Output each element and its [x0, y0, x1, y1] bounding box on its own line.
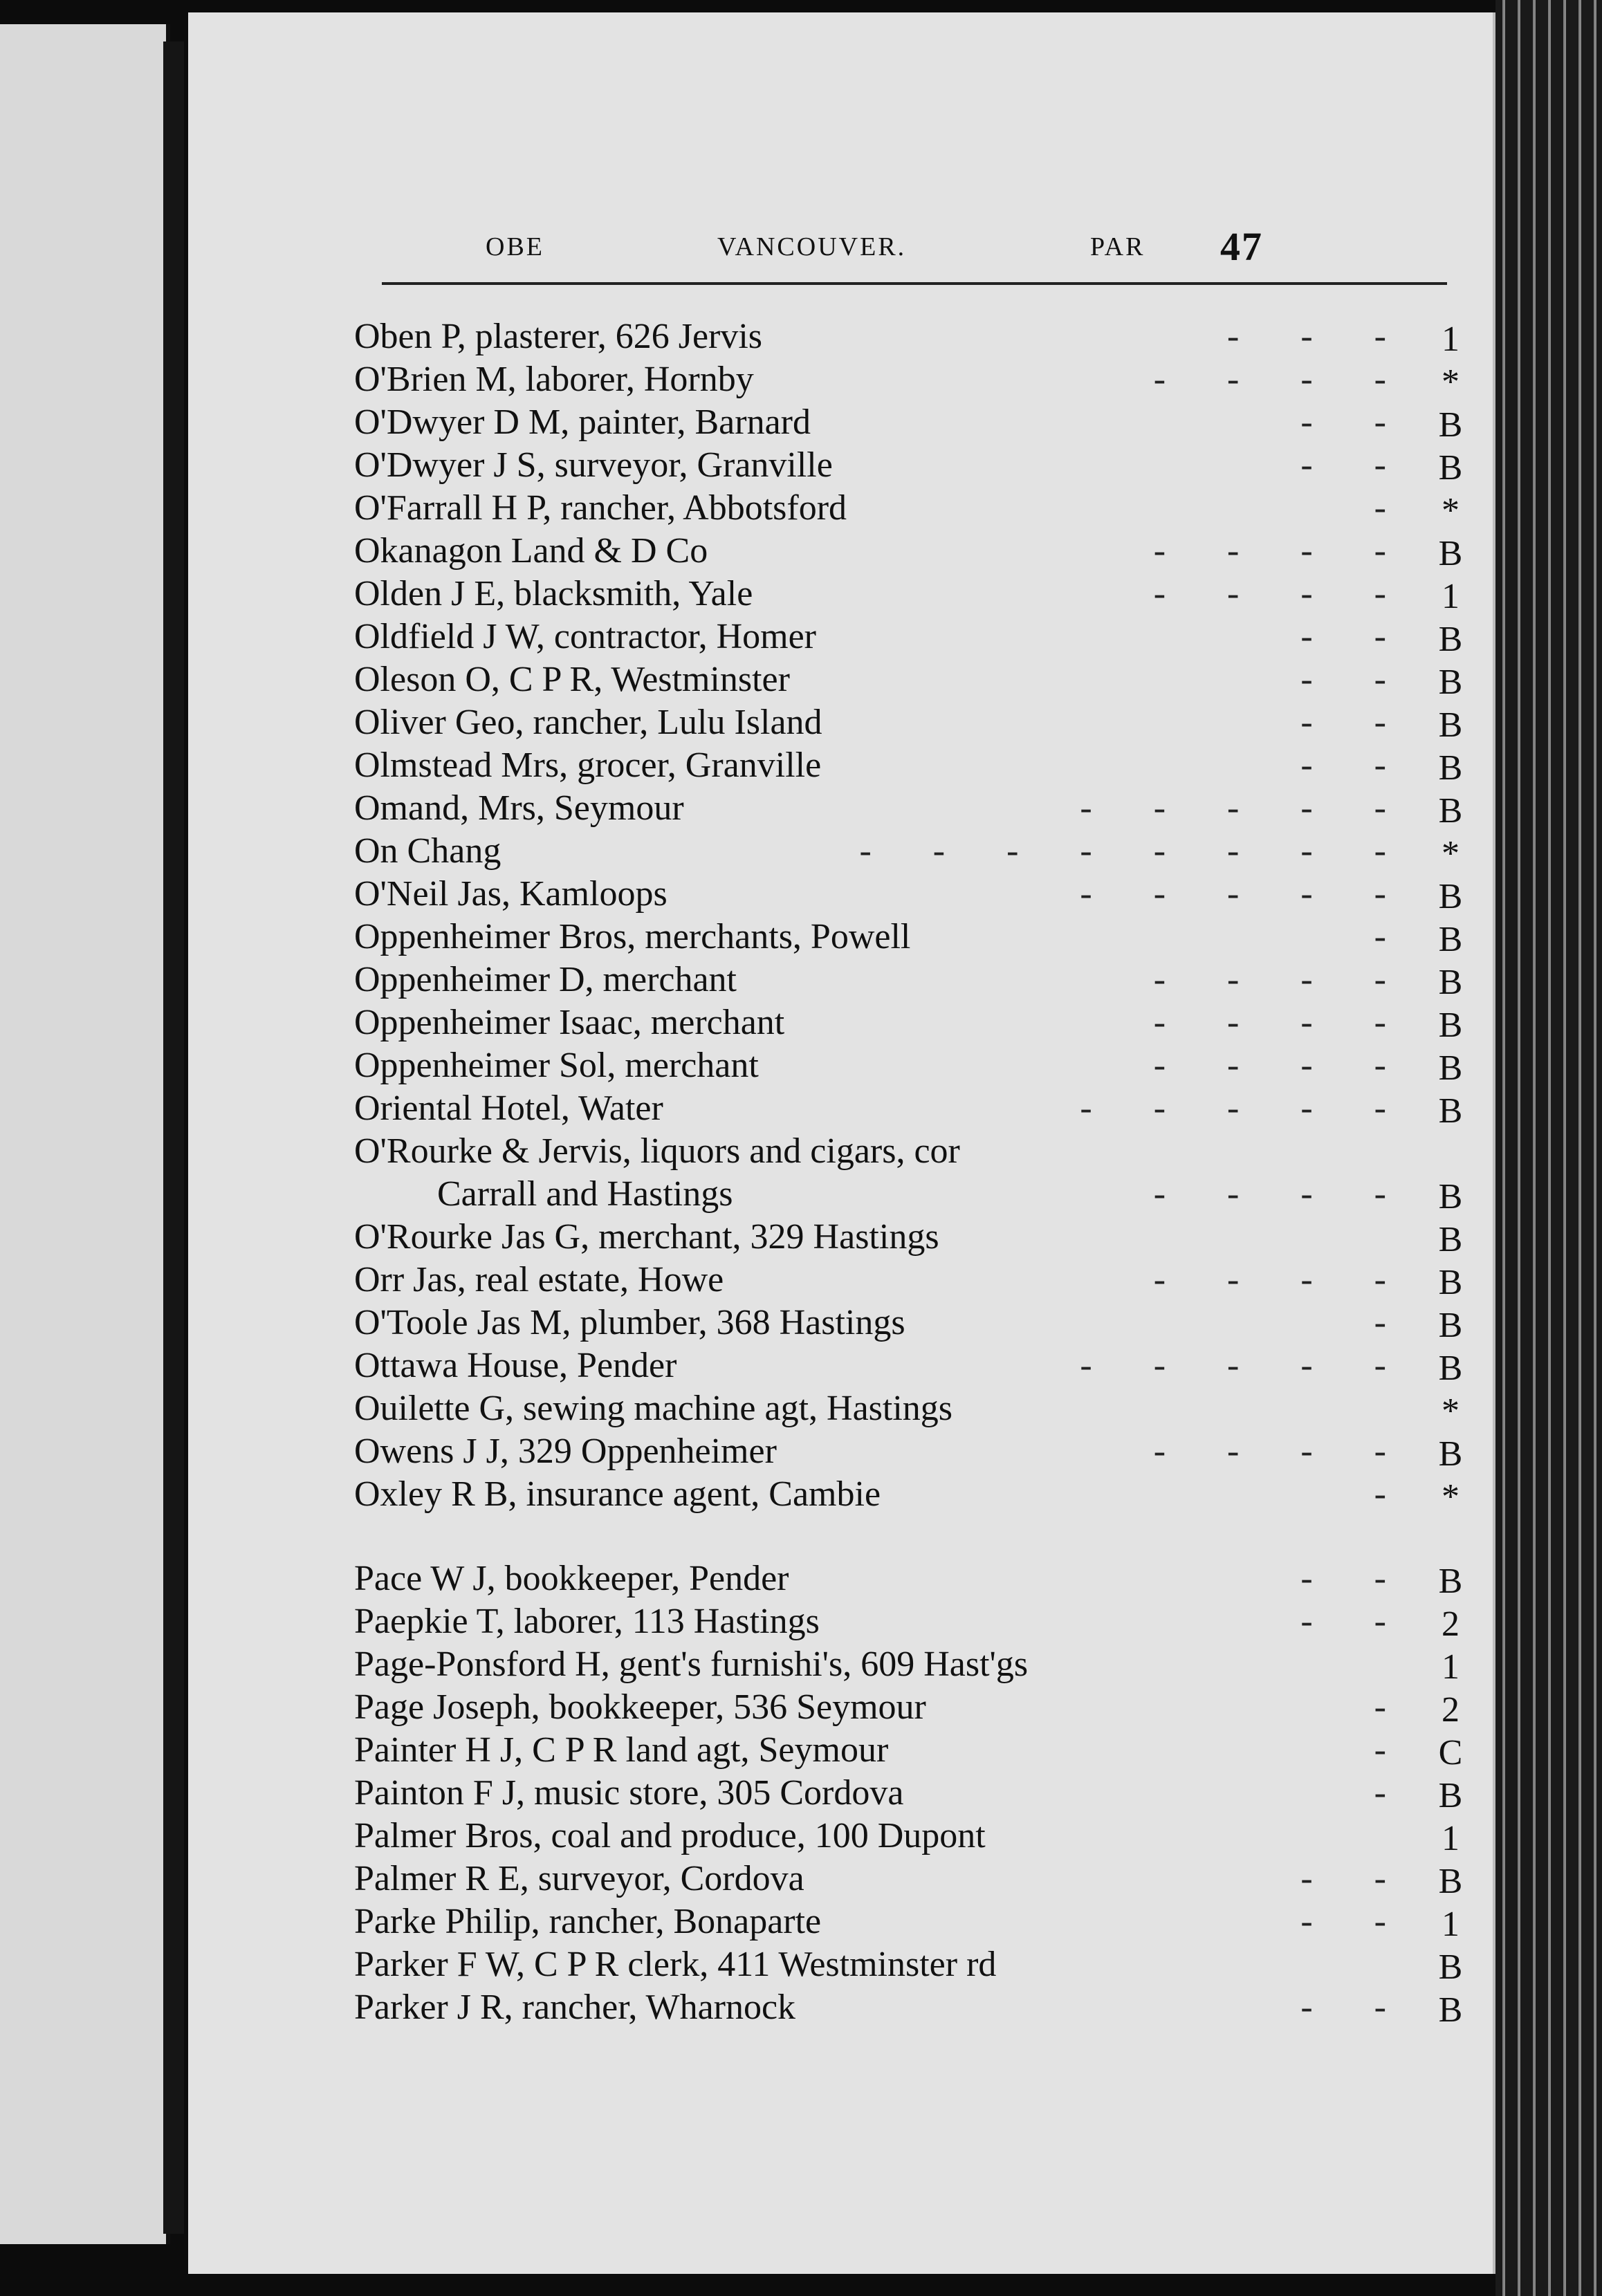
directory-entry: [354, 1943, 1475, 1986]
directory-entry: [354, 1216, 1475, 1259]
entry-code: B: [1438, 1048, 1463, 1088]
entry-code: 2: [1442, 1690, 1460, 1730]
entry-name: Olden J E, blacksmith, Yale: [354, 574, 753, 613]
entry-code: B: [1438, 1263, 1463, 1302]
directory-entry: [354, 1643, 1475, 1686]
entry-code: *: [1442, 1477, 1460, 1517]
entry-name: O'Dwyer D M, painter, Barnard: [354, 402, 811, 442]
directory-entry: [354, 1302, 1475, 1344]
directory-entry: [354, 1001, 1475, 1044]
dash-leader: - -: [1300, 746, 1412, 785]
entry-code: B: [1438, 963, 1463, 1002]
entry-code: *: [1442, 834, 1460, 873]
entry-name: Omand, Mrs, Seymour: [354, 788, 684, 828]
page-number: 47: [1220, 224, 1263, 269]
dash-leader: - -: [1300, 703, 1412, 742]
entry-continuation: Carrall and Hastings: [437, 1174, 733, 1214]
directory-entry: [354, 1858, 1475, 1900]
dash-leader: - - - -: [1153, 1260, 1412, 1299]
entry-code: B: [1438, 663, 1463, 702]
entry-code: C: [1438, 1733, 1463, 1772]
entry-code: B: [1438, 405, 1463, 445]
directory-entry: [354, 615, 1475, 658]
entry-name: O'Dwyer J S, surveyor, Granville: [354, 445, 833, 485]
entry-name: O'Rourke & Jervis, liquors and cigars, cor: [354, 1131, 960, 1171]
dash-leader: - -: [1300, 1559, 1412, 1598]
directory-entry: [354, 487, 1475, 530]
entry-code: B: [1438, 1562, 1463, 1601]
page-title: VANCOUVER.: [717, 232, 907, 261]
entry-code: B: [1438, 1006, 1463, 1045]
entry-code: 2: [1442, 1604, 1460, 1644]
facing-page: [0, 24, 170, 2244]
book-gutter: [163, 41, 184, 2234]
dash-leader: - - - - -: [1080, 874, 1412, 914]
entry-code: B: [1438, 1947, 1463, 1987]
dash-leader: - - - - -: [1080, 788, 1412, 828]
entry-code: B: [1438, 877, 1463, 916]
directory-entry: [354, 1772, 1475, 1815]
dash-leader: -: [1374, 1687, 1412, 1727]
dash-leader: - - - -: [1153, 1003, 1412, 1042]
entry-code: B: [1438, 1434, 1463, 1474]
dash-leader: - -: [1300, 660, 1412, 699]
entry-name: Oldfield J W, contractor, Homer: [354, 617, 816, 656]
entry-code: 1: [1442, 1647, 1460, 1687]
directory-entry: [354, 444, 1475, 487]
entry-code: *: [1442, 1391, 1460, 1431]
dash-leader: -: [1374, 1474, 1412, 1514]
entry-name: Ottawa House, Pender: [354, 1346, 677, 1385]
dash-leader: - - - -: [1153, 1046, 1412, 1085]
entry-name: Oliver Geo, rancher, Lulu Island: [354, 703, 822, 742]
entry-code: 1: [1442, 1819, 1460, 1858]
dash-leader: - - - - - - - -: [859, 831, 1412, 871]
directory-entry: [354, 1387, 1475, 1430]
entry-name: Ouilette G, sewing machine agt, Hastings: [354, 1389, 953, 1428]
entry-code: B: [1438, 791, 1463, 831]
dash-leader: - -: [1300, 617, 1412, 656]
page-edges: [1495, 0, 1602, 2296]
dash-leader: - - - -: [1153, 960, 1412, 999]
directory-entry: [354, 1130, 1475, 1216]
dash-leader: - - - - -: [1080, 1346, 1412, 1385]
entry-code: 1: [1442, 577, 1460, 616]
header-rule: [382, 282, 1447, 285]
dash-leader: - -: [1300, 1859, 1412, 1898]
entry-name: O'Toole Jas M, plumber, 368 Hastings: [354, 1303, 905, 1342]
dash-leader: -: [1374, 917, 1412, 956]
entry-name: Owens J J, 329 Oppenheimer: [354, 1432, 777, 1471]
entry-name: O'Neil Jas, Kamloops: [354, 874, 668, 914]
entry-name: Page-Ponsford H, gent's furnishi's, 609 Hast'gs: [354, 1645, 1029, 1684]
directory-section: [354, 1557, 1475, 2029]
dash-leader: - - - -: [1153, 574, 1412, 613]
entry-name: Palmer Bros, coal and produce, 100 Dupont: [354, 1816, 986, 1855]
entry-name: On Chang: [354, 831, 501, 871]
entry-name: O'Farrall H P, rancher, Abbotsford: [354, 488, 847, 528]
directory-entry: [354, 573, 1475, 615]
directory-entry: [354, 1087, 1475, 1130]
directory-entry: [354, 744, 1475, 787]
entry-code: B: [1438, 534, 1463, 573]
entry-code: B: [1438, 748, 1463, 788]
entry-code: B: [1438, 1349, 1463, 1388]
directory-entry: [354, 1473, 1475, 1516]
entry-code: B: [1438, 448, 1463, 488]
entry-code: B: [1438, 1862, 1463, 1901]
directory-entry: [354, 1259, 1475, 1302]
guide-word-left: OBE: [486, 232, 544, 261]
directory-entry: [354, 701, 1475, 744]
dash-leader: - -: [1300, 402, 1412, 442]
entry-name: Parker J R, rancher, Wharnock: [354, 1988, 796, 2027]
dash-leader: - -: [1300, 1988, 1412, 2027]
entry-code: *: [1442, 491, 1460, 530]
entry-name: Oleson O, C P R, Westminster: [354, 660, 790, 699]
dash-leader: - - - -: [1153, 360, 1412, 399]
entry-name: Oppenheimer Bros, merchants, Powell: [354, 917, 911, 956]
directory-entries: [354, 315, 1475, 2029]
entry-name: Oppenheimer Sol, merchant: [354, 1046, 759, 1085]
entry-name: Palmer R E, surveyor, Cordova: [354, 1859, 804, 1898]
directory-entry: [354, 401, 1475, 444]
directory-entry: [354, 787, 1475, 830]
entry-code: B: [1438, 1091, 1463, 1131]
dash-leader: - -: [1300, 1902, 1412, 1941]
dash-leader: - - - -: [1153, 1174, 1412, 1214]
entry-name: Olmstead Mrs, grocer, Granville: [354, 746, 822, 785]
entry-name: O'Rourke Jas G, merchant, 329 Hastings: [354, 1217, 939, 1257]
dash-leader: -: [1374, 488, 1412, 528]
entry-name: Parker F W, C P R clerk, 411 Westminster rd: [354, 1945, 997, 1984]
directory-section: [354, 315, 1475, 1516]
directory-entry: [354, 1557, 1475, 1600]
directory-page: [188, 12, 1495, 2274]
directory-entry: [354, 315, 1475, 358]
dash-leader: -: [1374, 1773, 1412, 1813]
dash-leader: - - - -: [1153, 1432, 1412, 1471]
entry-code: B: [1438, 1776, 1463, 1815]
entry-name: Pace W J, bookkeeper, Pender: [354, 1559, 789, 1598]
directory-entry: [354, 358, 1475, 401]
dash-leader: - -: [1300, 1602, 1412, 1641]
entry-name: Okanagon Land & D Co: [354, 531, 708, 571]
directory-entry: [354, 1344, 1475, 1387]
running-header: [188, 223, 1495, 272]
entry-name: Oben P, plasterer, 626 Jervis: [354, 317, 763, 356]
entry-name: Oriental Hotel, Water: [354, 1089, 663, 1128]
directory-entry: [354, 1430, 1475, 1473]
directory-entry: [354, 830, 1475, 873]
directory-entry: [354, 1815, 1475, 1858]
entry-name: Paepkie T, laborer, 113 Hastings: [354, 1602, 820, 1641]
directory-entry: [354, 1986, 1475, 2029]
directory-entry: [354, 959, 1475, 1001]
entry-code: B: [1438, 1220, 1463, 1259]
directory-entry: [354, 873, 1475, 916]
dash-leader: -: [1374, 1730, 1412, 1770]
directory-entry: [354, 1900, 1475, 1943]
entry-code: B: [1438, 705, 1463, 745]
entry-code: B: [1438, 1306, 1463, 1345]
entry-name: Parke Philip, rancher, Bonaparte: [354, 1902, 822, 1941]
entry-name: Oxley R B, insurance agent, Cambie: [354, 1474, 881, 1514]
directory-entry: [354, 1044, 1475, 1087]
entry-code: B: [1438, 620, 1463, 659]
directory-entry: [354, 530, 1475, 573]
directory-entry: [354, 658, 1475, 701]
directory-entry: [354, 1600, 1475, 1643]
entry-name: Page Joseph, bookkeeper, 536 Seymour: [354, 1687, 926, 1727]
dash-leader: -: [1374, 1303, 1412, 1342]
entry-name: Painter H J, C P R land agt, Seymour: [354, 1730, 889, 1770]
entry-code: B: [1438, 920, 1463, 959]
entry-name: Painton F J, music store, 305 Cordova: [354, 1773, 904, 1813]
entry-code: 1: [1442, 1905, 1460, 1944]
entry-name: O'Brien M, laborer, Hornby: [354, 360, 754, 399]
entry-name: Orr Jas, real estate, Howe: [354, 1260, 724, 1299]
dash-leader: - - -: [1227, 317, 1412, 356]
dash-leader: - - - - -: [1080, 1089, 1412, 1128]
directory-entry: [354, 916, 1475, 959]
entry-name: Oppenheimer D, merchant: [354, 960, 737, 999]
entry-code: B: [1438, 1177, 1463, 1216]
entry-code: B: [1438, 1990, 1463, 2030]
directory-entry: [354, 1686, 1475, 1729]
entry-name: Oppenheimer Isaac, merchant: [354, 1003, 785, 1042]
entry-code: *: [1442, 362, 1460, 402]
directory-entry: [354, 1729, 1475, 1772]
dash-leader: - -: [1300, 445, 1412, 485]
entry-code: 1: [1442, 320, 1460, 359]
dash-leader: - - - -: [1153, 531, 1412, 571]
guide-word-right: PAR: [1090, 232, 1145, 261]
